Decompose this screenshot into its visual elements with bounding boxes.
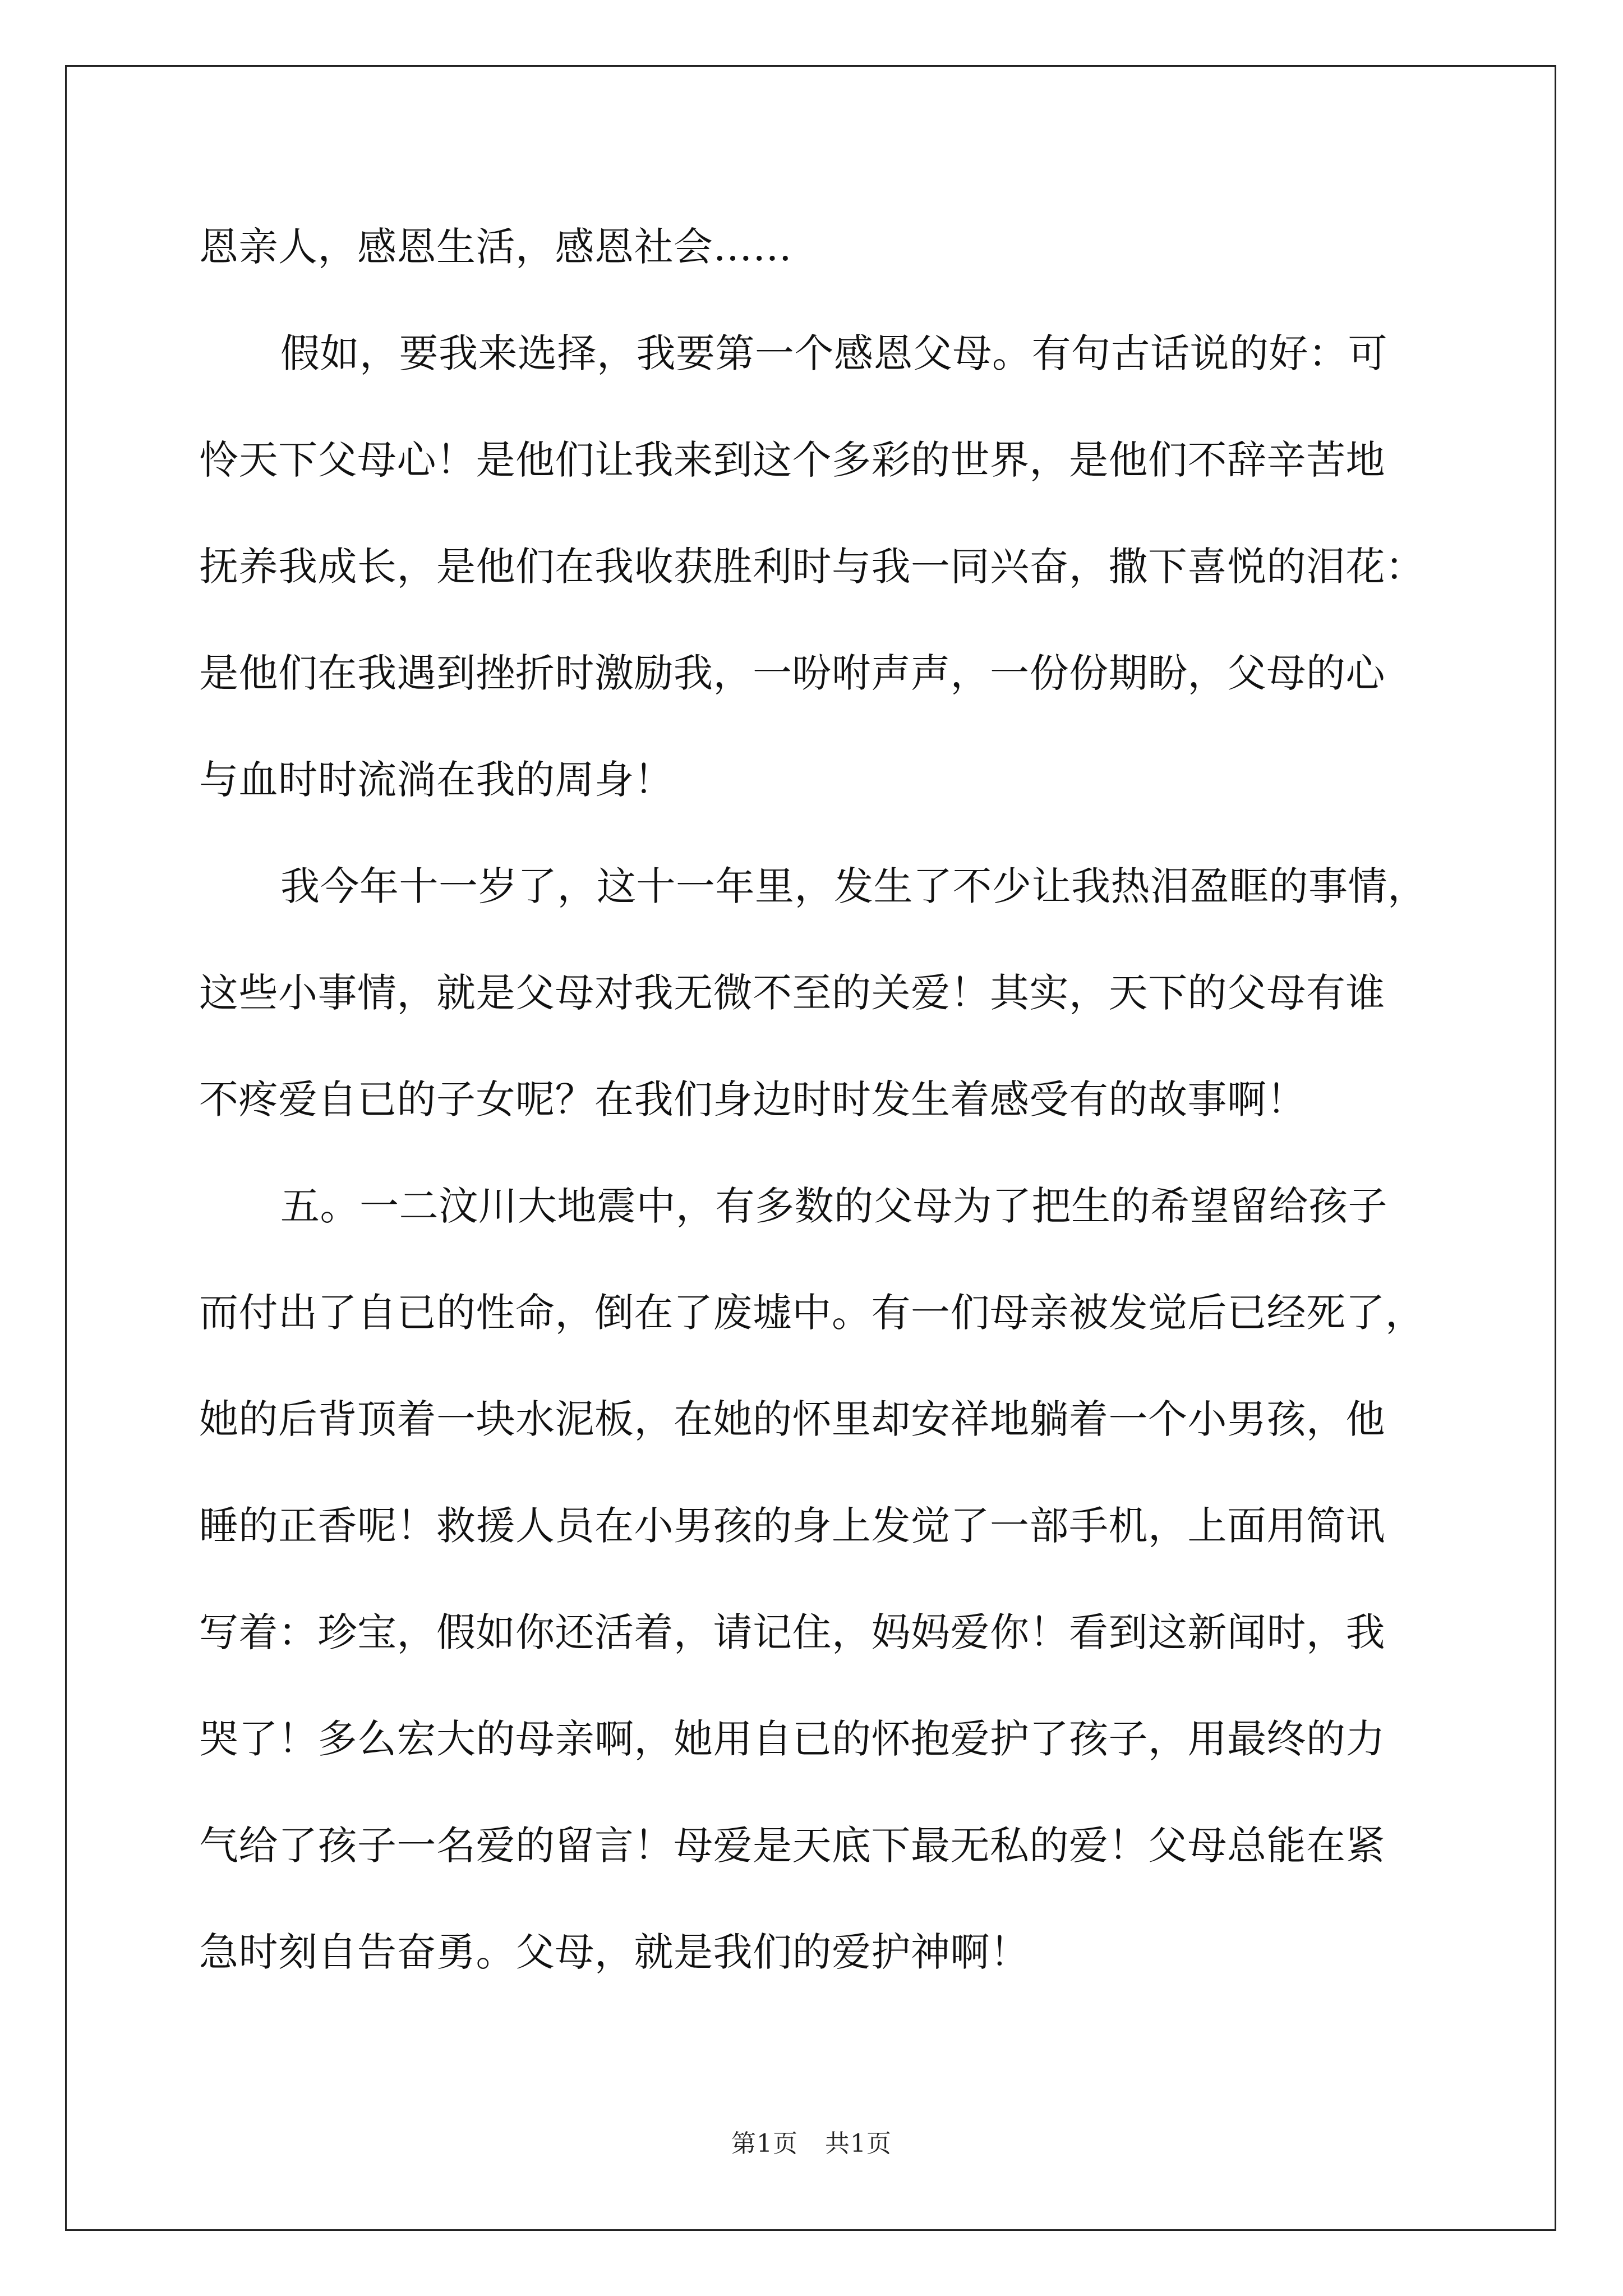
text-line: 急时刻自告奋勇。父母，就是我们的爱护神啊！	[199, 1929, 1030, 1975]
page-footer	[0, 2127, 1623, 2161]
paragraph-start-line: 假如，要我来选择，我要第一个感恩父母。有句古话说的好：可	[280, 330, 1387, 376]
paragraph-start-line: 我今年十一岁了，这十一年里，发生了不少让我热泪盈眶的事情，	[280, 863, 1427, 909]
text-line: 抚养我成长，是他们在我收获胜利时与我一同兴奋，撒下喜悦的泪花：	[199, 544, 1425, 590]
text-line: 怜天下父母心！是他们让我来到这个多彩的世界，是他们不辞辛苦地	[199, 437, 1385, 483]
paragraph-start-line: 五。一二汶川大地震中，有多数的父母为了把生的希望留给孩子	[280, 1183, 1387, 1229]
text-line: 这些小事情，就是父母对我无微不至的关爱！其实，天下的父母有谁	[199, 970, 1385, 1016]
text-line: 而付出了自已的性命，倒在了废墟中。有一们母亲被发觉后已经死了，	[199, 1290, 1425, 1336]
page-number: 第1页	[731, 2129, 798, 2158]
text-line: 写着：珍宝，假如你还活着，请记住，妈妈爱你！看到这新闻时，我	[199, 1609, 1385, 1655]
text-line: 气给了孩子一名爱的留言！母爱是天底下最无私的爱！父母总能在紧	[199, 1823, 1385, 1869]
text-line: 恩亲人，感恩生活，感恩社会……	[199, 224, 792, 270]
text-line: 哭了！多么宏大的母亲啊，她用自已的怀抱爱护了孩子，用最终的力	[199, 1716, 1385, 1762]
text-line: 与血时时流淌在我的周身！	[199, 757, 674, 803]
document-body	[199, 194, 1450, 2005]
text-line: 不疼爱自已的子女呢？在我们身边时时发生着感受有的故事啊！	[199, 1076, 1306, 1122]
page-total: 共1页	[825, 2129, 892, 2158]
text-line: 睡的正香呢！救援人员在小男孩的身上发觉了一部手机，上面用简讯	[199, 1503, 1385, 1549]
text-line: 是他们在我遇到挫折时激励我，一吩咐声声，一份份期盼，父母的心	[199, 650, 1385, 696]
text-line: 她的后背顶着一块水泥板，在她的怀里却安祥地躺着一个小男孩，他	[199, 1396, 1385, 1442]
